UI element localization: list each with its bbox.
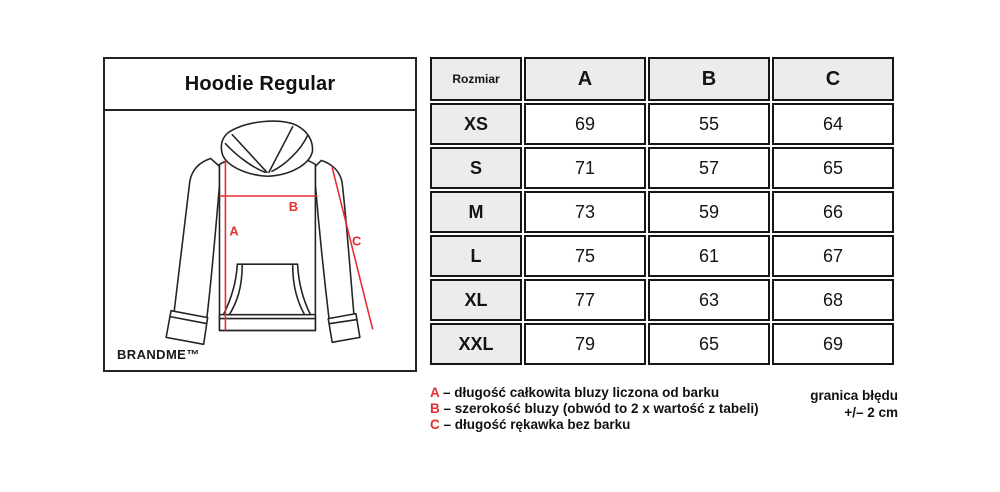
measure-label-b: B	[288, 198, 298, 214]
size-cell: M	[430, 191, 522, 233]
measurement-legend	[430, 385, 759, 433]
value-cell: 73	[524, 191, 646, 233]
legend-line-b	[430, 401, 759, 417]
value-cell: 55	[648, 103, 770, 145]
value-cell: 69	[524, 103, 646, 145]
size-table-header-row	[430, 57, 894, 101]
table-row-xl	[430, 279, 894, 321]
value-cell: 65	[648, 323, 770, 365]
error-margin-value: +/– 2 cm	[844, 405, 898, 420]
legend-letter-c: C	[430, 417, 440, 432]
right-cuff	[328, 314, 360, 343]
value-cell: 63	[648, 279, 770, 321]
value-cell: 79	[524, 323, 646, 365]
table-row-xs	[430, 103, 894, 145]
hem-band	[219, 315, 315, 331]
error-margin-note	[810, 387, 898, 421]
value-cell: 68	[772, 279, 894, 321]
left-sleeve	[174, 158, 219, 319]
left-cuff	[166, 311, 208, 345]
size-cell: XXL	[430, 323, 522, 365]
value-cell: 59	[648, 191, 770, 233]
legend-letter-b: B	[430, 401, 440, 416]
right-sleeve	[315, 160, 354, 320]
legend-text-b: – szerokość bluzy (obwód to 2 x wartość z tabeli)	[443, 401, 759, 416]
value-cell: 69	[772, 323, 894, 365]
value-cell: 65	[772, 147, 894, 189]
measure-label-c: C	[351, 233, 362, 249]
size-table	[428, 55, 896, 367]
product-panel	[103, 57, 417, 372]
value-cell: 71	[524, 147, 646, 189]
size-cell: XS	[430, 103, 522, 145]
value-cell: 67	[772, 235, 894, 277]
header-col-b: B	[648, 57, 770, 101]
hoodie-measurement-diagram	[105, 111, 419, 370]
header-col-a: A	[524, 57, 646, 101]
hoodie-outline	[166, 121, 360, 344]
value-cell: 57	[648, 147, 770, 189]
header-size: Rozmiar	[430, 57, 522, 101]
value-cell: 66	[772, 191, 894, 233]
table-row-l	[430, 235, 894, 277]
value-cell: 61	[648, 235, 770, 277]
size-cell: L	[430, 235, 522, 277]
legend-text-a: – długość całkowita bluzy liczona od barku	[443, 385, 720, 400]
value-cell: 77	[524, 279, 646, 321]
pocket	[223, 264, 310, 314]
product-title: Hoodie Regular	[105, 59, 415, 111]
table-row-s	[430, 147, 894, 189]
size-cell: S	[430, 147, 522, 189]
value-cell: 75	[524, 235, 646, 277]
legend-text-c: – długość rękawka bez barku	[443, 417, 631, 432]
legend-letter-a: A	[430, 385, 440, 400]
hoodie-diagram-area	[105, 111, 415, 370]
legend-line-a	[430, 385, 759, 401]
size-cell: XL	[430, 279, 522, 321]
table-row-xxl	[430, 323, 894, 365]
brand-logo: BRANDME™	[117, 347, 200, 362]
legend-line-c	[430, 417, 759, 433]
table-row-m	[430, 191, 894, 233]
header-col-c: C	[772, 57, 894, 101]
measure-label-a: A	[229, 223, 239, 239]
value-cell: 64	[772, 103, 894, 145]
error-margin-label: granica błędu	[810, 388, 898, 403]
